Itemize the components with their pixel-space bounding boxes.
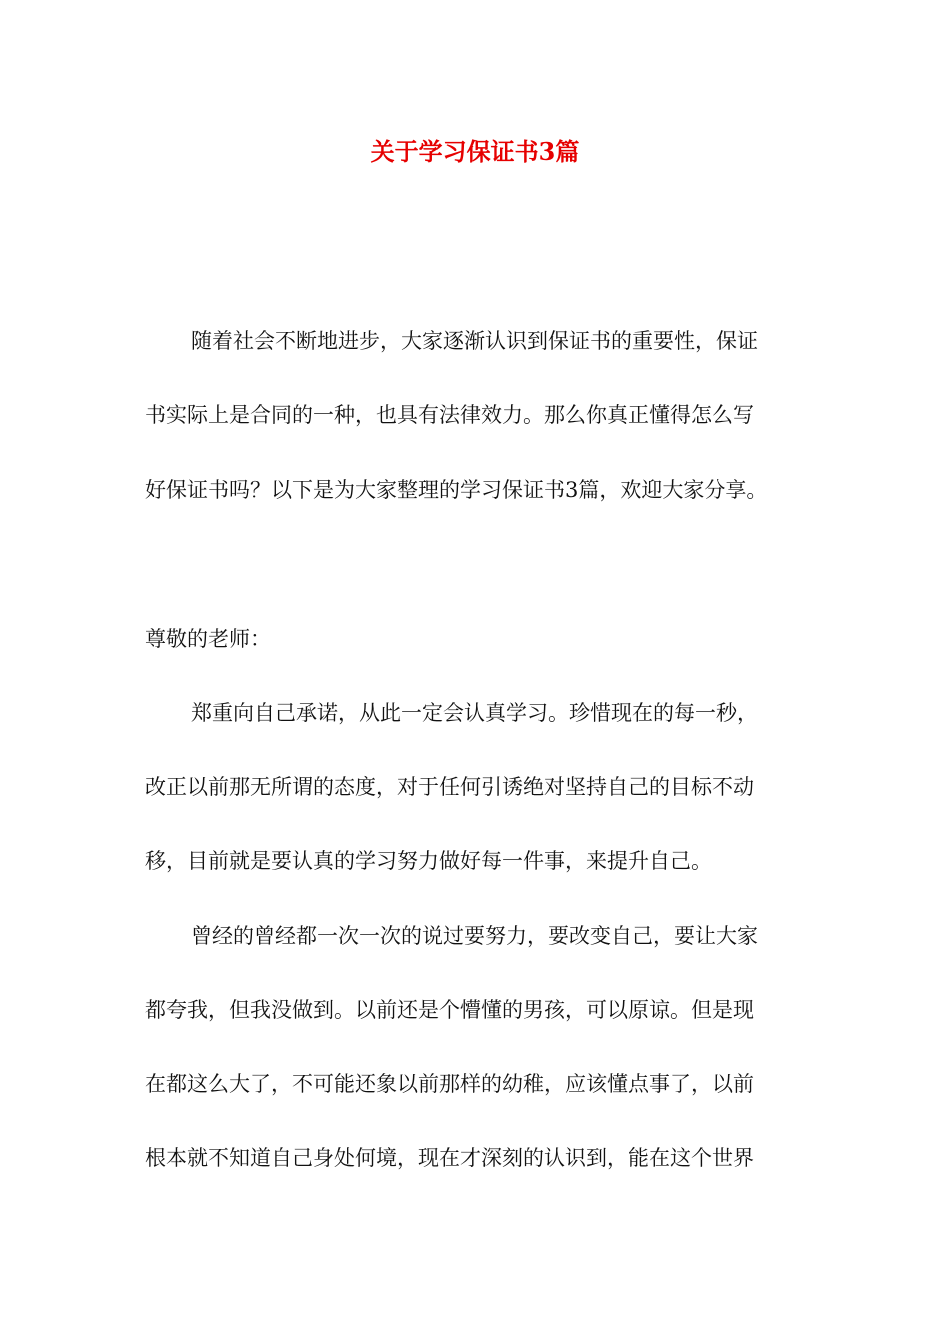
intro-line-3: 好保证书吗？以下是为大家整理的学习保证书3篇，欢迎大家分享。 xyxy=(145,478,768,502)
document-title: 关于学习保证书3篇 xyxy=(370,137,580,166)
paragraph2-line-3: 在都这么大了，不可能还象以前那样的幼稚，应该懂点事了，以前 xyxy=(145,1072,754,1096)
paragraph1-line-1: 郑重向自己承诺，从此一定会认真学习。珍惜现在的每一秒， xyxy=(191,701,758,725)
intro-line-1: 随着社会不断地进步，大家逐渐认识到保证书的重要性，保证 xyxy=(191,329,758,353)
paragraph2-line-4: 根本就不知道自己身处何境，现在才深刻的认识到，能在这个世界 xyxy=(145,1146,754,1170)
paragraph1-line-3: 移，目前就是要认真的学习努力做好每一件事，来提升自己。 xyxy=(145,849,712,873)
salutation: 尊敬的老师： xyxy=(145,627,271,651)
paragraph2-line-1: 曾经的曾经都一次一次的说过要努力，要改变自己，要让大家 xyxy=(191,924,758,948)
paragraph1-line-2: 改正以前那无所谓的态度，对于任何引诱绝对坚持自己的目标不动 xyxy=(145,775,754,799)
intro-line-2: 书实际上是合同的一种，也具有法律效力。那么你真正懂得怎么写 xyxy=(145,403,754,427)
paragraph2-line-2: 都夸我，但我没做到。以前还是个懵懂的男孩，可以原谅。但是现 xyxy=(145,998,754,1022)
